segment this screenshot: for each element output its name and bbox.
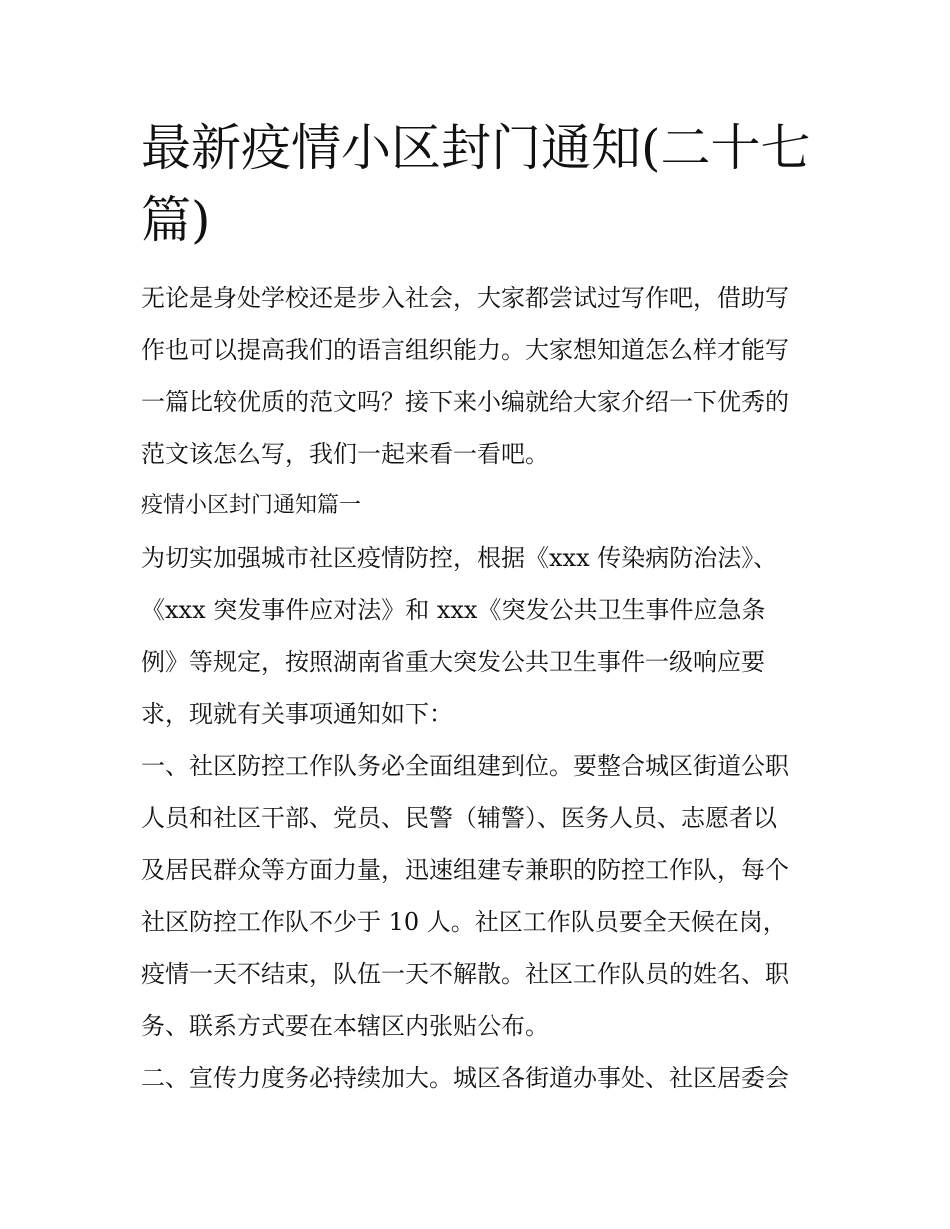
body-line: 疫情一天不结束，队伍一天不解散。社区工作队员的姓名、职 [141,960,789,988]
title-line: 篇) [141,191,211,249]
body-line: 及居民群众等方面力量，迅速组建专兼职的防控工作队，每个 [141,856,789,884]
document-body [141,272,821,1104]
section-heading: 疫情小区封门通知篇一 [141,493,362,518]
body-line: 求，现就有关事项通知如下： [141,700,453,728]
body-line: 一篇比较优质的范文吗？接下来小编就给大家介绍一下优秀的 [141,388,789,416]
body-line: 例》等规定，按照湖南省重大突发公共卫生事件一级响应要 [141,648,765,676]
body-line: 务、联系方式要在本辖区内张贴公布。 [141,1012,549,1040]
body-line: 无论是身处学校还是步入社会，大家都尝试过写作吧，借助写 [141,284,789,312]
title-line: 最新疫情小区封门通知(二十七 [141,119,811,177]
body-line: 《xxx 突发事件应对法》和 xxx《突发公共卫生事件应急条 [141,596,766,624]
body-line: 范文该怎么写，我们一起来看一看吧。 [141,440,549,468]
body-line: 社区防控工作队不少于 10 人。社区工作队员要全天候在岗， [141,908,787,936]
body-line: 人员和社区干部、党员、民警（辅警）、医务人员、志愿者以 [141,804,777,832]
document-title [141,112,821,256]
body-line: 作也可以提高我们的语言组织能力。大家想知道怎么样才能写 [141,336,789,364]
document-page [141,112,821,1104]
body-line: 一、社区防控工作队务必全面组建到位。要整合城区街道公职 [141,752,789,780]
body-line: 为切实加强城市社区疫情防控，根据《xxx 传染病防治法》、 [141,544,778,572]
body-line: 二、宣传力度务必持续加大。城区各街道办事处、社区居委会 [141,1064,789,1092]
